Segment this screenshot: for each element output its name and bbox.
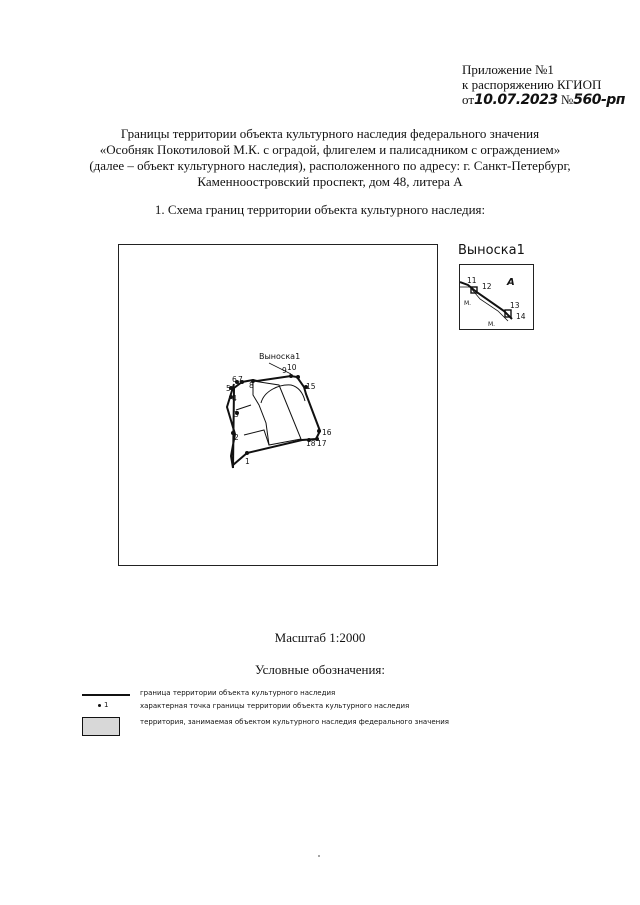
point-label-7: 7	[238, 375, 243, 384]
map-frame	[118, 244, 438, 566]
point-label-3: 3	[234, 410, 239, 419]
legend-point-symbol	[98, 704, 101, 707]
handwritten-date: 10.07.2023	[474, 92, 558, 108]
appendix-header	[462, 62, 625, 108]
point-label-14: 14	[516, 312, 526, 321]
point-label-13: 13	[510, 301, 520, 310]
scan-speck	[318, 855, 320, 857]
legend-boundary-symbol	[82, 694, 130, 696]
appendix-line2: к распоряжению КГИОП	[462, 77, 602, 92]
boundary-map	[119, 245, 437, 565]
map-callout-label: Выноска1	[259, 352, 301, 361]
handwritten-number: 560-рп	[573, 92, 625, 108]
point-marker	[289, 374, 293, 378]
point-label-15: 15	[306, 382, 316, 391]
title-line1: Границы территории объекта культурного наследия федерального значения	[120, 126, 540, 141]
title-line4: Каменноостровский проспект, дом 48, литера А	[197, 174, 463, 189]
courtyard-lines	[236, 405, 269, 445]
appendix-date-line	[462, 92, 625, 108]
date-prefix: от	[462, 92, 475, 107]
callout-frame	[459, 264, 534, 330]
point-label-6: 6	[232, 375, 237, 384]
callout-title: Выноска1	[458, 243, 525, 258]
point-marker	[296, 375, 300, 379]
point-label-10: 10	[287, 363, 297, 372]
point-label-5: 5	[226, 384, 231, 393]
point-marker	[245, 451, 249, 455]
point-label-18: 18	[306, 439, 316, 448]
callout-mark-1: М.	[464, 300, 472, 307]
legend-title: Условные обозначения:	[254, 662, 386, 677]
title-line2: «Особняк Покотиловой М.К. с оградой, флигелем и палисадником с ограждением»	[99, 142, 561, 157]
point-label-8: 8	[249, 381, 254, 390]
map-scale: Масштаб 1:2000	[274, 630, 366, 645]
callout-map	[460, 265, 533, 329]
appendix-line1: Приложение №1	[462, 62, 554, 77]
point-label-2: 2	[234, 433, 239, 442]
number-prefix: №	[560, 92, 574, 107]
legend-item-territory: территория, занимаемая объектом культурного наследия федерального значения	[140, 718, 449, 726]
point-label-9: 9	[282, 366, 287, 375]
point-label-16: 16	[322, 428, 332, 437]
title-line3: (далее – объект культурного наследия), расположенного по адресу: г. Санкт-Петербург,	[89, 158, 571, 173]
callout-point-labels	[464, 276, 526, 328]
point-marker	[317, 429, 321, 433]
legend-item-point: характерная точка границы территории объекта культурного наследия	[140, 702, 410, 710]
point-label-11: 11	[467, 276, 477, 285]
callout-letter: А	[507, 277, 515, 288]
point-label-12: 12	[482, 282, 492, 291]
callout-mark-2: М.	[488, 321, 496, 328]
section-heading: 1. Схема границ территории объекта культурного наследия:	[154, 202, 486, 217]
legend-point-number: 1	[104, 701, 109, 709]
legend-territory-symbol	[82, 717, 120, 736]
point-label-17: 17	[317, 439, 327, 448]
point-label-1: 1	[245, 457, 250, 466]
point-label-4: 4	[232, 394, 237, 403]
legend-item-boundary: граница территории объекта культурного наследия	[140, 689, 336, 697]
document-title	[60, 126, 600, 190]
building-outline	[253, 381, 301, 445]
